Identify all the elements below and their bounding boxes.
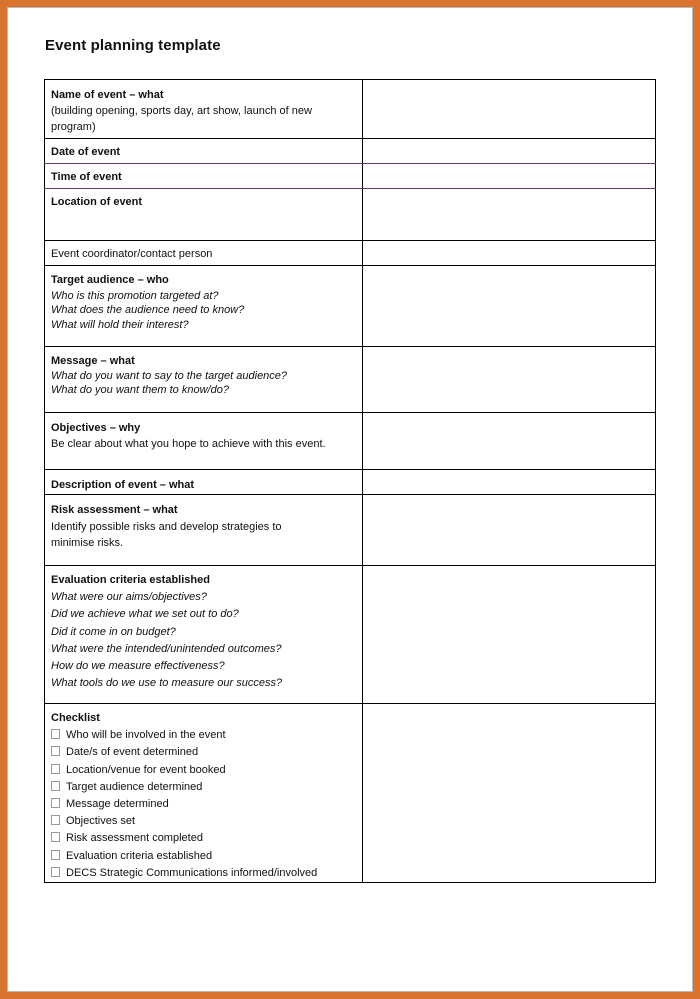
evaluation-question: What tools do we use to measure our success?: [51, 677, 283, 690]
checklist-item: [51, 796, 356, 813]
checklist-input-cell[interactable]: [363, 704, 656, 883]
evaluation-question: How do we measure effectiveness?: [51, 660, 225, 673]
row-heading: Message – what: [51, 355, 135, 367]
row-time-of-event: [45, 164, 656, 189]
row-heading: Evaluation criteria established: [51, 574, 210, 586]
evaluation-criteria-input-cell[interactable]: [363, 566, 656, 704]
risk-description-line: minimise risks.: [51, 537, 124, 549]
message-question: What do you want them to know/do?: [51, 384, 229, 396]
row-name-of-event: [45, 80, 656, 139]
checklist-item: [51, 865, 356, 882]
row-heading: Name of event – what: [51, 89, 164, 101]
label-cell: [45, 413, 363, 470]
page-title: Event planning template: [45, 37, 221, 54]
checkbox[interactable]: [51, 781, 60, 791]
checklist-item: [51, 848, 356, 865]
row-heading: Objectives – why: [51, 422, 141, 434]
description-of-event-input-cell[interactable]: [363, 470, 656, 495]
label-cell: [45, 189, 363, 241]
checklist-item-label: Message determined: [66, 798, 169, 811]
row-heading: Target audience – who: [51, 274, 169, 286]
evaluation-question: What were our aims/objectives?: [51, 591, 207, 604]
checklist-item-label: Location/venue for event booked: [66, 763, 226, 776]
row-event-coordinator: [45, 241, 656, 266]
row-checklist: [45, 704, 656, 883]
row-evaluation-criteria: [45, 566, 656, 704]
checkbox[interactable]: [51, 867, 60, 877]
audience-question: What does the audience need to know?: [51, 304, 245, 316]
checklist-item-label: Date/s of event determined: [66, 746, 199, 759]
row-heading: Checklist: [51, 712, 100, 724]
target-audience-input-cell[interactable]: [363, 266, 656, 347]
checklist-item: [51, 744, 356, 761]
checklist-item: [51, 762, 356, 779]
audience-question: What will hold their interest?: [51, 318, 189, 331]
message-input-cell[interactable]: [363, 347, 656, 413]
checklist-item: [51, 727, 356, 744]
date-of-event-input-cell[interactable]: [363, 139, 656, 164]
label-cell: [45, 80, 363, 139]
row-heading: Description of event – what: [51, 479, 195, 491]
checkbox[interactable]: [51, 798, 60, 808]
evaluation-question: What were the intended/unintended outcomes?: [51, 642, 282, 655]
checklist-item-label: DECS Strategic Communications informed/involved: [66, 866, 318, 879]
row-label: Event coordinator/contact person: [51, 248, 213, 260]
label-cell: [45, 139, 363, 164]
event-coordinator-input-cell[interactable]: [363, 241, 656, 266]
row-objectives: [45, 413, 656, 470]
row-description: (building opening, sports day, art show, launch of new program): [51, 104, 312, 133]
evaluation-question: Did we achieve what we set out to do?: [51, 608, 239, 621]
checklist-item-label: Objectives set: [66, 815, 136, 828]
evaluation-question: Did it come in on budget?: [51, 625, 176, 638]
message-question: What do you want to say to the target audience?: [51, 369, 288, 382]
risk-assessment-input-cell[interactable]: [363, 495, 656, 566]
checkbox[interactable]: [51, 746, 60, 756]
row-heading: Risk assessment – what: [51, 504, 178, 516]
risk-description-line: Identify possible risks and develop strategies to: [51, 520, 282, 533]
label-cell: [45, 566, 363, 704]
label-cell: [45, 704, 363, 883]
label-cell: [45, 495, 363, 566]
checkbox[interactable]: [51, 815, 60, 825]
checklist-item: [51, 779, 356, 796]
label-cell: [45, 164, 363, 189]
checklist-item: [51, 813, 356, 830]
row-heading: Date of event: [51, 146, 121, 158]
row-date-of-event: [45, 139, 656, 164]
row-risk-assessment: [45, 495, 656, 566]
checkbox[interactable]: [51, 832, 60, 842]
row-heading: Location of event: [51, 196, 143, 208]
row-location-of-event: [45, 189, 656, 241]
checklist-item-label: Evaluation criteria established: [66, 849, 213, 862]
label-cell: [45, 347, 363, 413]
checkbox[interactable]: [51, 729, 60, 739]
audience-question: Who is this promotion targeted at?: [51, 289, 219, 302]
checklist-item-label: Target audience determined: [66, 780, 203, 793]
label-cell: [45, 266, 363, 347]
row-target-audience: [45, 266, 656, 347]
name-of-event-input-cell[interactable]: [363, 80, 656, 139]
time-of-event-input-cell[interactable]: [363, 164, 656, 189]
location-of-event-input-cell[interactable]: [363, 189, 656, 241]
label-cell: [45, 241, 363, 266]
label-cell: [45, 470, 363, 495]
row-description: Be clear about what you hope to achieve with this event.: [51, 437, 326, 450]
checklist-item: [51, 830, 356, 847]
row-message: [45, 347, 656, 413]
objectives-input-cell[interactable]: [363, 413, 656, 470]
row-heading: Time of event: [51, 171, 122, 183]
checkbox[interactable]: [51, 764, 60, 774]
checklist-item-label: Risk assessment completed: [66, 832, 203, 845]
row-description-of-event: [45, 470, 656, 495]
checkbox[interactable]: [51, 850, 60, 860]
checklist-item-label: Who will be involved in the event: [66, 729, 226, 742]
event-planning-table: [44, 79, 656, 883]
